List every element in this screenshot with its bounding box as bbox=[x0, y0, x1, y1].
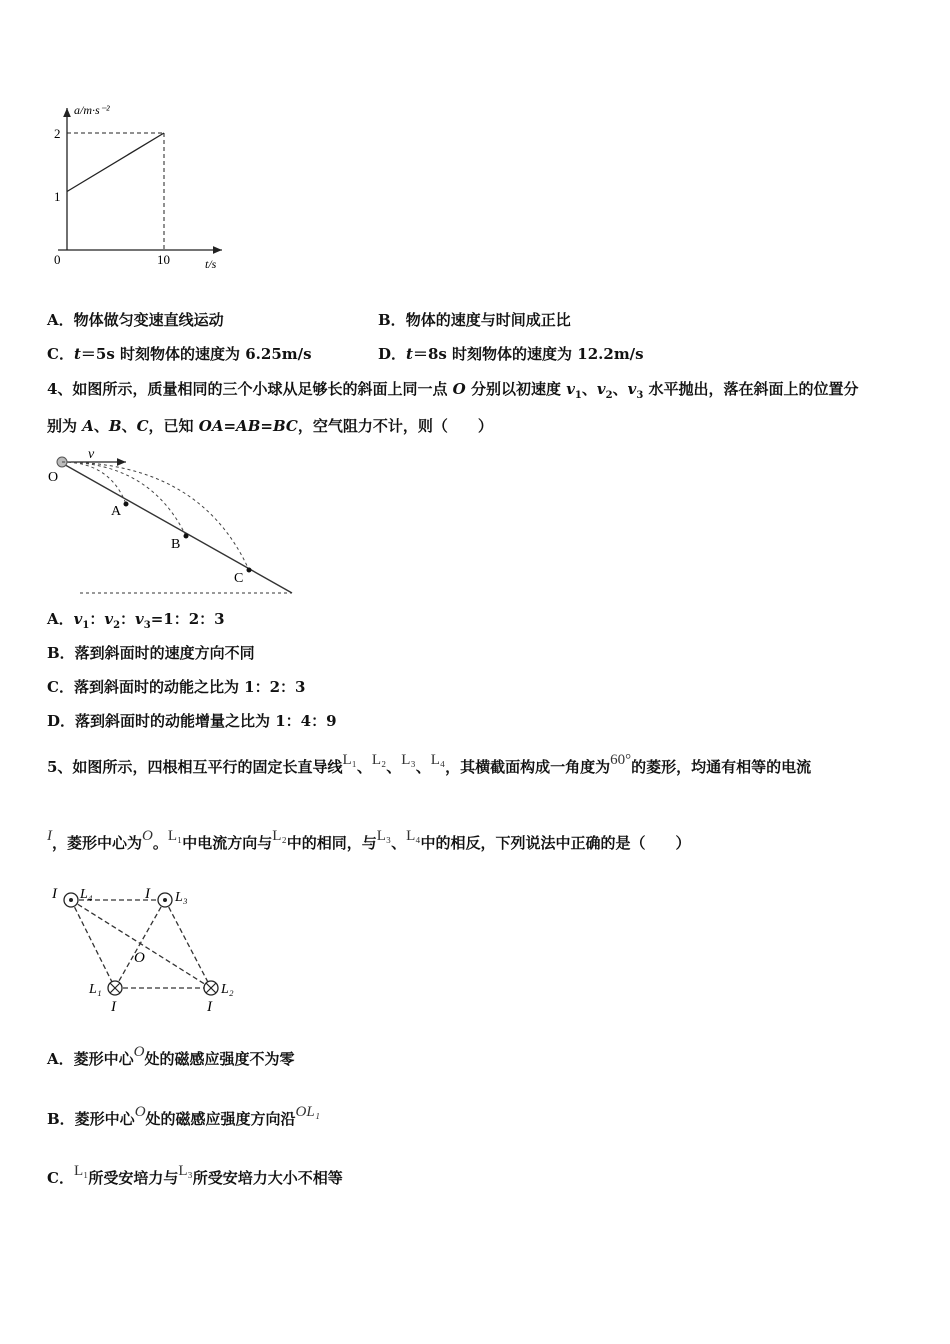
y-tick-1: 1 bbox=[54, 189, 61, 204]
acceleration-line bbox=[67, 133, 164, 192]
label-c: C bbox=[234, 571, 244, 586]
point-b bbox=[184, 534, 189, 539]
q4-option-b[interactable]: B．落到斜面时的速度方向不同 bbox=[47, 644, 255, 662]
x-tick-10: 10 bbox=[157, 252, 170, 267]
q4-option-d[interactable]: D．落到斜面时的动能增量之比为 1：4：9 bbox=[47, 712, 337, 730]
q5-stem-line2: I，菱形中心为O。L₁中电流方向与L₂中的相同，与L₃、L₄中的相反，下列说法中正确的是（ ） bbox=[47, 828, 691, 852]
q4-stem-line1: 4、如图所示，质量相同的三个小球从足够长的斜面上同一点 O 分别以初速度 $v_1$、$v_2$、$v_3$ 水平抛出，落在斜面上的位置分 bbox=[47, 380, 859, 401]
q5-option-b[interactable]: B．菱形中心O处的磁感应强度方向沿OL₁ bbox=[47, 1104, 320, 1128]
label-v: v bbox=[88, 447, 95, 462]
q3-option-b[interactable]: B．物体的速度与时间成正比 bbox=[378, 311, 571, 329]
wire-l4-out-icon bbox=[64, 893, 78, 907]
y-tick-2: 2 bbox=[54, 126, 61, 141]
q4-option-a[interactable]: A．$v_1$：$v_2$：$v_3=1$：2：3 bbox=[47, 610, 225, 631]
q4-option-c[interactable]: C．落到斜面时的动能之比为 1：2：3 bbox=[47, 678, 306, 696]
point-c bbox=[247, 568, 252, 573]
label-l3: L₃ bbox=[175, 890, 188, 905]
q5-option-a[interactable]: A．菱形中心O处的磁感应强度不为零 bbox=[47, 1044, 295, 1068]
label-i-bottom-right: I bbox=[207, 999, 212, 1015]
diagonal-l3-l1 bbox=[115, 900, 165, 988]
q5-option-c[interactable]: C．L₁所受安培力与L₃所受安培力大小不相等 bbox=[47, 1163, 343, 1187]
q3-option-a[interactable]: A．物体做匀变速直线运动 bbox=[47, 311, 224, 329]
label-b: B bbox=[171, 537, 181, 552]
rhombus-wires-figure bbox=[40, 878, 260, 1018]
label-l1: L₁ bbox=[89, 982, 102, 997]
point-a bbox=[124, 502, 129, 507]
wire-l3-out-icon bbox=[158, 893, 172, 907]
label-i-top-left: I bbox=[52, 886, 57, 902]
label-l4: L₄ bbox=[80, 887, 93, 902]
x-axis-label: t/s bbox=[205, 257, 217, 271]
label-o: O bbox=[134, 950, 145, 966]
edge-l3-l2 bbox=[165, 900, 211, 988]
q3-option-c[interactable]: C．t＝5s 时刻物体的速度为 6.25m/s bbox=[47, 345, 312, 363]
label-o: O bbox=[48, 470, 59, 485]
acceleration-time-graph bbox=[40, 100, 240, 275]
wire-l1-in-icon bbox=[108, 981, 122, 995]
q5-stem-line1: 5、如图所示，四根相互平行的固定长直导线L₁、L₂、L₃、L₄，其横截面构成一角度为60°的菱形，均通有相等的电流 bbox=[47, 752, 812, 776]
q4-stem-line2: 别为 A、B、C，已知 OA=AB=BC，空气阻力不计，则（ ） bbox=[47, 417, 493, 435]
label-a: A bbox=[111, 504, 122, 519]
y-axis-label: a/m·s⁻² bbox=[74, 103, 110, 117]
wire-l2-in-icon bbox=[204, 981, 218, 995]
label-l2: L₂ bbox=[221, 982, 234, 997]
diagonal-l4-l2 bbox=[71, 900, 211, 988]
label-i-bottom-left: I bbox=[111, 999, 116, 1015]
label-i-top-right: I bbox=[145, 886, 150, 902]
origin-label: 0 bbox=[54, 252, 61, 267]
q3-option-d[interactable]: D．t＝8s 时刻物体的速度为 12.2m/s bbox=[378, 345, 644, 363]
incline-line bbox=[60, 462, 292, 593]
incline-projectile-figure bbox=[40, 447, 300, 597]
